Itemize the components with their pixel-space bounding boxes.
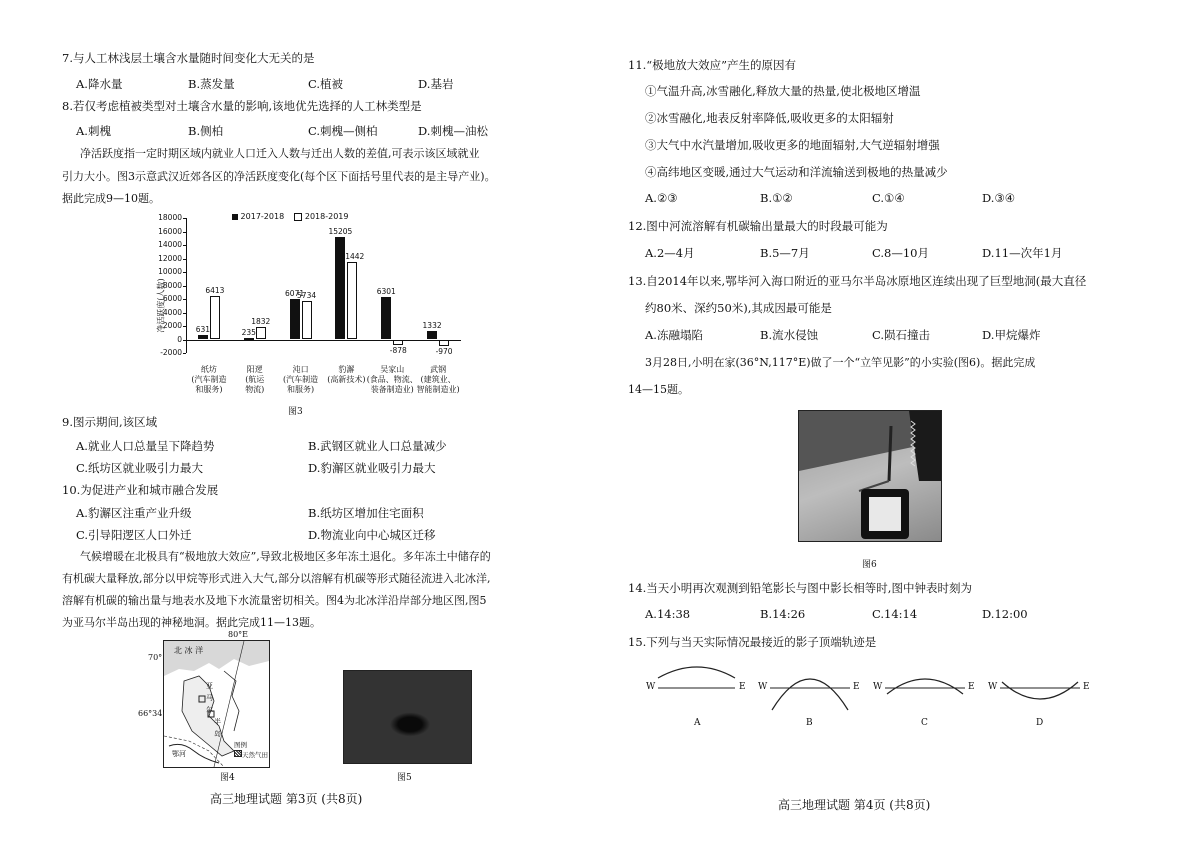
figure-4-map xyxy=(163,640,270,768)
chart-y-tick-label: -2000 xyxy=(160,348,182,357)
chart-bar-2018-2019 xyxy=(347,262,357,339)
chart-y-tick-label: 2000 xyxy=(162,321,182,330)
intro-14-15-line2: 14—15题。 xyxy=(628,383,689,396)
q7-option-b: B.蒸发量 xyxy=(188,77,235,91)
q15-label-a: A xyxy=(694,718,701,728)
q15-label-b: B xyxy=(806,718,813,728)
q8-option-a: A.刺槐 xyxy=(76,124,111,138)
q11-item-2: ②冰雪融化,地表反射率降低,吸收更多的太阳辐射 xyxy=(645,111,894,125)
q14-option-c: C.14:14 xyxy=(872,607,918,621)
chart-value-label: -970 xyxy=(435,347,453,357)
map-longitude-label: 80°E xyxy=(228,630,249,639)
map-lat-label-70: 70° xyxy=(148,653,163,662)
chart-y-tick-label: 18000 xyxy=(158,213,182,222)
chart-y-tick-label: 4000 xyxy=(162,307,182,317)
q11-item-4: ④高纬地区变暖,通过大气运动和洋流输送到极地的热量减少 xyxy=(645,165,948,179)
intro-9-10-line2: 引力大小。图3示意武汉近郊各区的净活跃度变化(每个区下面括号里代表的是主导产业)。 xyxy=(62,170,496,183)
q15-a-e: E xyxy=(739,682,746,692)
q13-option-b: B.流水侵蚀 xyxy=(760,328,819,342)
chart-y-tick xyxy=(183,272,186,273)
map-peninsula-char-5: 岛 xyxy=(214,730,221,738)
legend-label-2018: 2018-2019 xyxy=(304,212,349,221)
intro-9-10-line1: 净活跃度指一定时期区域内就业人口迁入人数与迁出人数的差值,可表示该区域就业 xyxy=(80,147,480,160)
chart-y-tick xyxy=(183,299,186,300)
chart-y-tick xyxy=(183,286,186,287)
chart-y-axis xyxy=(186,218,187,353)
intro-11-13-line3: 溶解有机碳的输出量与地表水及地下水流量密切相关。图4为北冰洋沿岸部分地区图,图5 xyxy=(62,594,487,607)
intro-14-15-line1: 3月28日,小明在家(36°N,117°E)做了一个“立竿见影”的小实验(图6)。据此完成 xyxy=(645,356,1036,369)
figure-3-chart xyxy=(140,210,470,405)
chart-y-tick xyxy=(183,353,186,354)
q9-option-d: D.豹澥区就业吸引力最大 xyxy=(308,461,436,475)
chart-y-axis-label: 净活跃度(人数) xyxy=(156,278,166,333)
map-river-label: 鄂河 xyxy=(172,750,186,758)
q10-option-c: C.引导阳逻区人口外迁 xyxy=(76,528,192,542)
chart-y-tick xyxy=(183,245,186,246)
q8-option-c: C.刺槐—侧柏 xyxy=(308,124,378,138)
chart-value-label: 6413 xyxy=(205,286,225,296)
chart-value-label: -878 xyxy=(389,346,407,356)
q11-item-1: ①气温升高,冰雪融化,释放大量的热量,使北极地区增温 xyxy=(645,84,921,98)
chart-bar-2018-2019 xyxy=(393,340,403,346)
chart-y-tick xyxy=(183,259,186,260)
q14-option-b: B.14:26 xyxy=(760,607,806,621)
q9-option-c: C.纸坊区就业吸引力最大 xyxy=(76,461,204,475)
chart-value-label: 1832 xyxy=(251,317,271,327)
chart-value-label: 235 xyxy=(241,327,256,337)
chart-y-tick-label: 16000 xyxy=(158,226,182,236)
q15-stem: 15.下列与当天实际情况最接近的影子顶端轨迹是 xyxy=(628,635,877,649)
figure-5-photo xyxy=(343,670,472,764)
figure-5-caption: 图5 xyxy=(397,773,412,783)
figure-3-caption: 图3 xyxy=(288,407,303,417)
q13-option-c: C.陨石撞击 xyxy=(872,328,931,342)
figure-4-caption: 图4 xyxy=(220,773,235,783)
q15-diagrams xyxy=(640,660,1100,730)
chart-y-tick-label: 6000 xyxy=(162,294,182,303)
chart-bar-2017-2018 xyxy=(244,338,254,340)
intro-11-13-line2: 有机碳大量释放,部分以甲烷等形式进入大气,部分以溶解有机碳等形式随径流进入北冰洋, xyxy=(62,572,491,585)
chart-bar-2017-2018 xyxy=(427,331,437,340)
intro-9-10-line3: 据此完成9—10题。 xyxy=(62,192,160,205)
left-page-footer: 高三地理试题 第3页 (共8页) xyxy=(210,792,363,806)
figure-6-photo xyxy=(798,410,942,542)
chart-y-tick xyxy=(183,232,186,233)
q13-stem-cont: 约80米、深约50米),其成因最可能是 xyxy=(645,301,832,315)
chart-y-tick-label: 12000 xyxy=(158,253,182,263)
legend-label-2017: 2017-2018 xyxy=(240,212,285,221)
chart-value-label: 5734 xyxy=(297,290,317,300)
q8-option-d: D.刺槐—油松 xyxy=(418,124,488,138)
q15-b-w: W xyxy=(758,682,768,692)
chart-bar-2018-2019 xyxy=(439,340,449,347)
q11-option-d: D.③④ xyxy=(982,191,1016,205)
q9-option-b: B.武钢区就业人口总量减少 xyxy=(308,439,447,453)
q14-option-d: D.12:00 xyxy=(982,607,1028,621)
q14-option-a: A.14:38 xyxy=(645,607,691,621)
intro-11-13-line1: 气候增暖在北极具有“极地放大效应”,导致北极地区多年冻土退化。多年冻土中储存的 xyxy=(80,550,491,563)
q12-stem: 12.图中河流溶解有机碳输出量最大的时段最可能为 xyxy=(628,219,888,233)
map-legend xyxy=(234,741,268,760)
q12-option-d: D.11—次年1月 xyxy=(982,246,1063,260)
q7-stem: 7.与人工林浅层土壤含水量随时间变化大无关的是 xyxy=(62,51,315,65)
q8-option-b: B.侧柏 xyxy=(188,124,224,138)
map-peninsula-char-3: 尔 xyxy=(206,706,213,714)
chart-zero-line xyxy=(186,340,461,341)
q10-option-b: B.纸坊区增加住宅面积 xyxy=(308,506,424,520)
q9-stem: 9.图示期间,该区域 xyxy=(62,415,158,429)
chart-bar-2018-2019 xyxy=(210,296,220,339)
chart-y-tick-label: 10000 xyxy=(158,267,182,276)
q12-option-a: A.2—4月 xyxy=(645,246,695,260)
chart-y-tick-label: 14000 xyxy=(158,240,182,249)
figure-6-drawing xyxy=(799,411,941,541)
chart-category-label: 豹澥 (高新技术) xyxy=(327,365,366,384)
q11-option-b: B.①② xyxy=(760,191,793,205)
chart-category-label: 沌口 (汽车制造 和服务) xyxy=(283,365,319,394)
q15-d-e: E xyxy=(1083,682,1090,692)
map-lat-label-66: 66°34' xyxy=(138,709,165,718)
chart-y-tick xyxy=(183,326,186,327)
chart-bar-2017-2018 xyxy=(290,299,300,340)
q8-stem: 8.若仅考虑植被类型对土壤含水量的影响,该地优先选择的人工林类型是 xyxy=(62,99,422,113)
q11-option-a: A.②③ xyxy=(645,191,678,205)
q7-option-a: A.降水量 xyxy=(76,77,123,91)
chart-value-label: 6071 xyxy=(285,288,305,298)
map-peninsula-char-1: 亚 xyxy=(206,682,213,690)
chart-value-label: 631 xyxy=(195,325,211,335)
q13-stem: 13.自2014年以来,鄂毕河入海口附近的亚马尔半岛冰原地区连续出现了巨型地洞(最大直径 xyxy=(628,274,1087,288)
q10-stem: 10.为促进产业和城市融合发展 xyxy=(62,483,219,497)
chart-y-tick xyxy=(183,313,186,314)
q14-stem: 14.当天小明再次观测到铅笔影长与图中影长相等时,图中钟表时刻为 xyxy=(628,581,972,595)
q10-option-a: A.豹澥区注重产业升级 xyxy=(76,506,192,520)
map-sea-label: 北 冰 洋 xyxy=(174,646,204,655)
map-peninsula-char-4: 半 xyxy=(214,718,221,726)
q15-b-e: E xyxy=(853,682,860,692)
chart-y-tick-label: 8000 xyxy=(162,280,182,290)
q15-c-e: E xyxy=(968,682,975,692)
chart-category-label: 纸坊 (汽车制造 和服务) xyxy=(191,365,227,394)
map-legend-title: 图例 xyxy=(234,741,247,749)
q15-a-w: W xyxy=(646,682,656,692)
q10-option-d: D.物流业向中心城区迁移 xyxy=(308,528,436,542)
right-page-footer: 高三地理试题 第4页 (共8页) xyxy=(778,798,931,812)
q9-option-a: A.就业人口总量呈下降趋势 xyxy=(76,439,215,453)
q15-d-w: W xyxy=(988,682,998,692)
chart-bar-2018-2019 xyxy=(302,301,312,340)
chart-bar-2017-2018 xyxy=(198,335,208,339)
chart-category-label: 吴家山 (食品、物流、 装备制造业) xyxy=(366,365,418,394)
chart-y-tick xyxy=(183,218,186,219)
chart-y-tick xyxy=(183,340,186,341)
chart-value-label: 11442 xyxy=(340,252,365,262)
q11-option-c: C.①④ xyxy=(872,191,905,205)
map-legend-item: 天然气田 xyxy=(234,750,268,760)
chart-y-tick-label: 0 xyxy=(177,334,182,344)
q15-label-d: D xyxy=(1036,718,1044,728)
chart-category-label: 阳逻 (航运 物流) xyxy=(245,365,265,394)
q11-stem: 11.“极地放大效应”产生的原因有 xyxy=(628,58,797,72)
chart-category-label: 武钢 (建筑业、 智能制造业) xyxy=(416,365,460,394)
q13-option-a: A.冻融塌陷 xyxy=(645,328,703,342)
q11-item-3: ③大气中水汽量增加,吸收更多的地面辐射,大气逆辐射增强 xyxy=(645,138,940,152)
q15-c-w: W xyxy=(873,682,883,692)
chart-value-label: 15205 xyxy=(328,226,353,236)
chart-bar-2017-2018 xyxy=(381,297,391,340)
chart-bar-2018-2019 xyxy=(256,327,266,339)
figure-6-caption: 图6 xyxy=(862,560,877,570)
q12-option-b: B.5—7月 xyxy=(760,246,810,260)
q12-option-c: C.8—10月 xyxy=(872,246,929,260)
q15-trajectories-svg xyxy=(640,660,1100,730)
q13-option-d: D.甲烷爆炸 xyxy=(982,328,1041,342)
chart-value-label: 6301 xyxy=(376,286,396,296)
map-peninsula-char-2: 马 xyxy=(206,694,213,702)
intro-11-13-line4: 为亚马尔半岛出现的神秘地洞。据此完成11—13题。 xyxy=(62,616,321,629)
q7-option-c: C.植被 xyxy=(308,77,344,91)
chart-value-label: 1332 xyxy=(422,320,442,330)
q7-option-d: D.基岩 xyxy=(418,77,454,91)
q15-label-c: C xyxy=(921,718,928,728)
